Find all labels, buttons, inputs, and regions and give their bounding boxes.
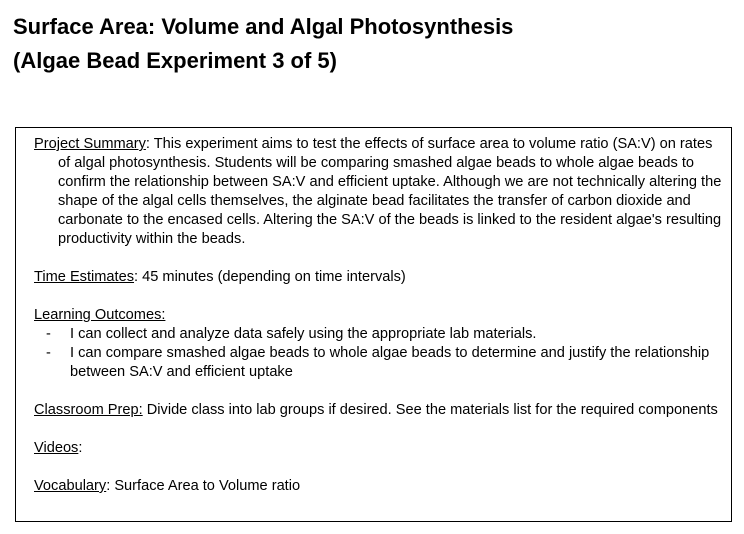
time-estimates-text: : 45 minutes (depending on time intervals)	[134, 269, 406, 285]
videos-text: :	[78, 440, 83, 456]
project-summary-label: Project Summary	[34, 136, 146, 152]
title-line-2: (Algae Bead Experiment 3 of 5)	[13, 48, 337, 73]
summary-content	[34, 135, 728, 496]
list-item	[34, 325, 728, 344]
classroom-prep-text: Divide class into lab groups if desired. See the materials list for the required components	[142, 402, 718, 418]
list-item-text: I can compare smashed algae beads to whole algae beads to determine and justify the relationship between SA:V and efficient uptake	[70, 345, 710, 380]
learning-outcomes-label: Learning Outcomes:	[34, 307, 166, 323]
learning-outcomes-list	[34, 325, 728, 382]
classroom-prep	[34, 401, 728, 420]
bullet-dash: -	[46, 326, 51, 342]
vocabulary	[34, 477, 728, 496]
classroom-prep-label: Classroom Prep:	[34, 402, 143, 418]
project-summary-text: : This experiment aims to test the effects of surface area to volume ratio (SA:V) on rates of algal photosynthesis. Students will be comparing smashed algae beads to whole algae beads to confirm the relationship between SA:V and efficient uptake. Although we are not technically altering the shape of the algal cells themselves, the alginate bead facilitates the transfer of carbon dioxide and carbonate to the encased cells. Altering the SA:V of the beads is linked to the resident algae's resulting productivity within the beads.	[58, 136, 722, 247]
list-item	[34, 344, 728, 382]
time-estimates	[34, 268, 728, 287]
time-estimates-label: Time Estimates	[34, 269, 135, 285]
project-summary	[34, 135, 728, 249]
learning-outcomes-heading	[34, 306, 728, 325]
vocabulary-text: : Surface Area to Volume ratio	[106, 478, 301, 494]
title-line-1: Surface Area: Volume and Algal Photosynthesis	[13, 14, 514, 39]
bullet-dash: -	[46, 345, 51, 361]
vocabulary-label: Vocabulary	[34, 478, 107, 494]
videos	[34, 439, 728, 458]
page-title	[13, 10, 513, 78]
videos-label: Videos	[34, 440, 79, 456]
list-item-text: I can collect and analyze data safely using the appropriate lab materials.	[70, 326, 537, 342]
